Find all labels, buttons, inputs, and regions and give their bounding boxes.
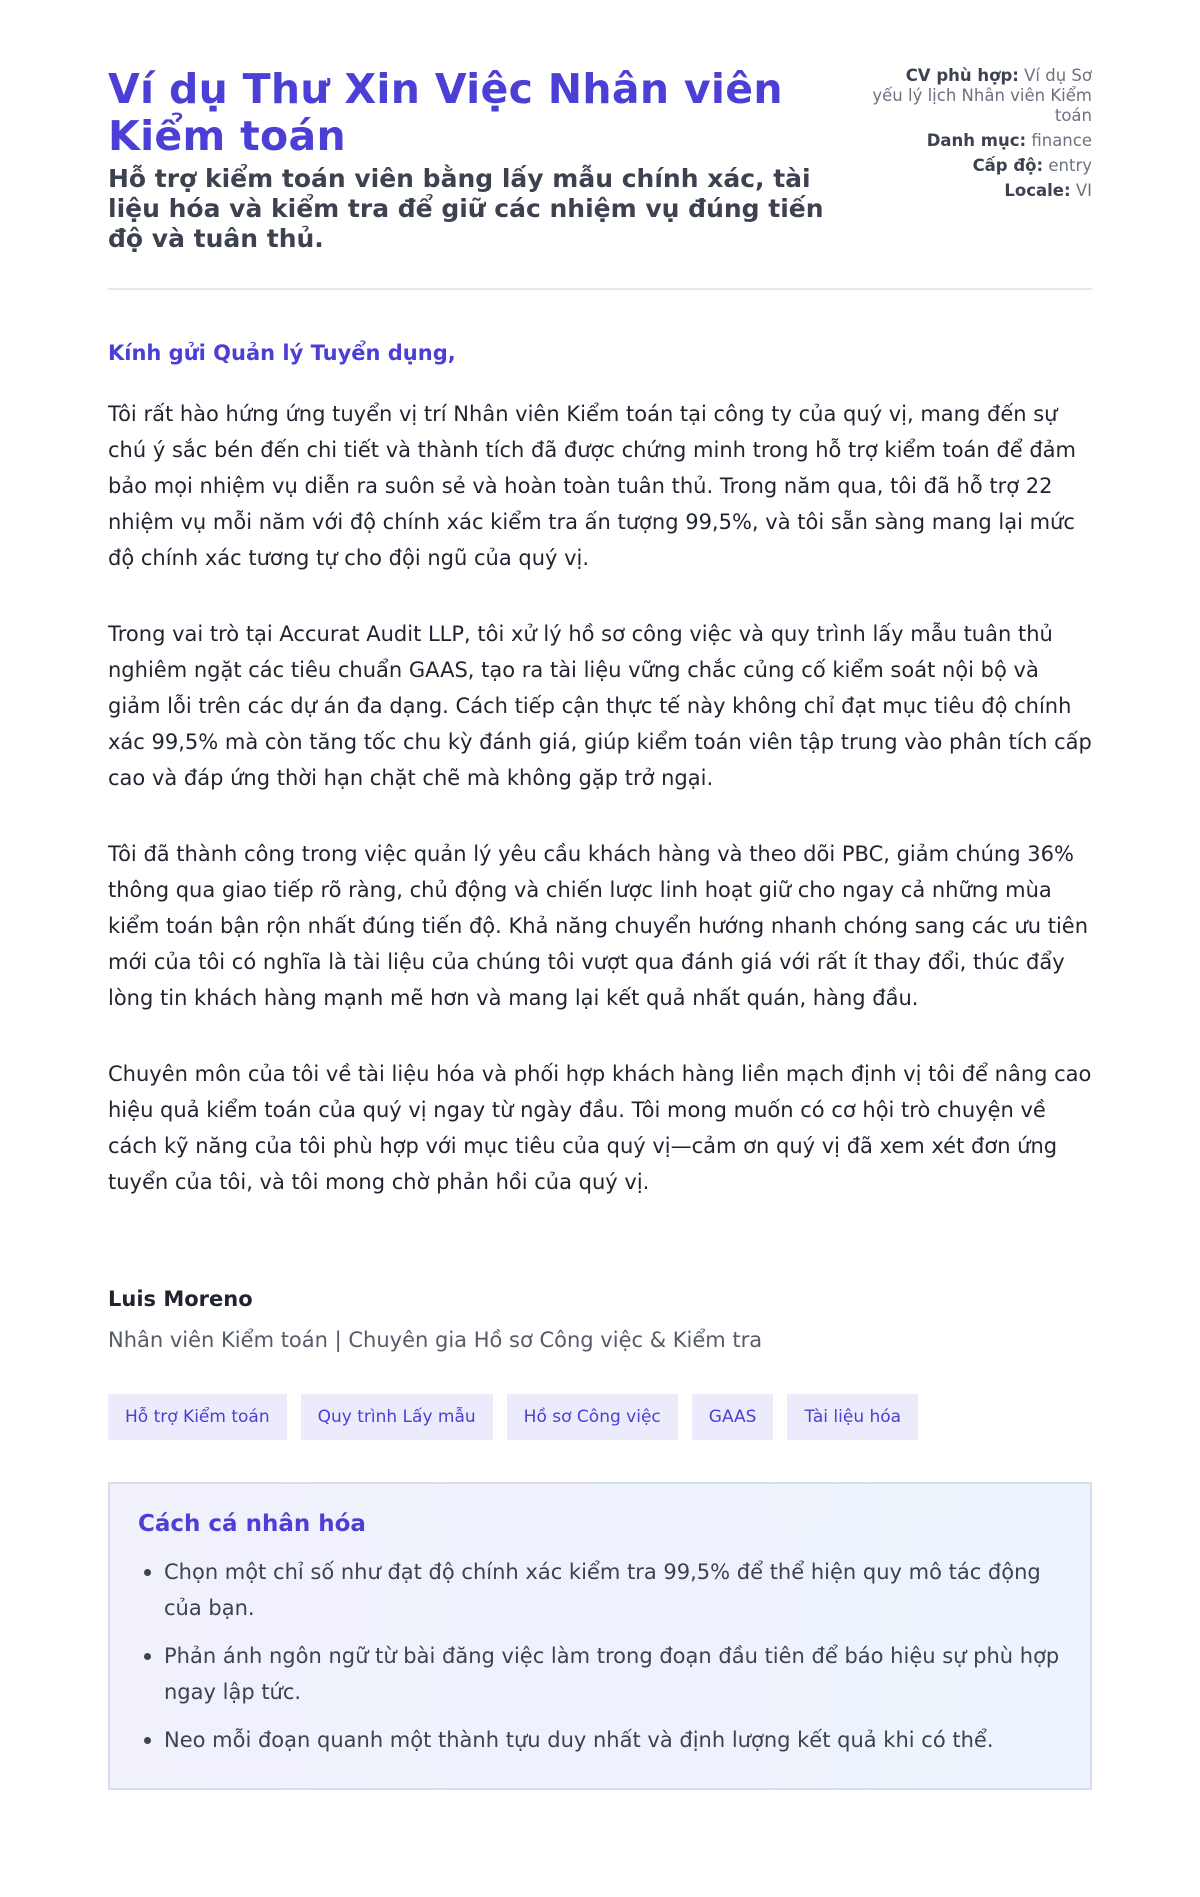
meta-level-label: Cấp độ: xyxy=(972,156,1044,175)
meta-level xyxy=(872,156,1092,176)
meta-locale-value: VI xyxy=(1075,181,1092,200)
header-divider xyxy=(108,288,1092,290)
meta-category-label: Danh mục: xyxy=(926,131,1027,150)
letter-paragraph-1: Tôi rất hào hứng ứng tuyển vị trí Nhân viên Kiểm toán tại công ty của quý vị, mang đến sự chú ý sắc bén đến chi tiết và thành tích đã được chứng minh trong hỗ trợ kiểm toán để đảm bảo mọi nhiệm vụ diễn ra suôn sẻ và hoàn toàn tuân thủ. Trong năm qua, tôi đã hỗ trợ 22 nhiệm vụ mỗi năm với độ chính xác kiểm tra ấn tượng 99,5%, và tôi sẵn sàng mang lại mức độ chính xác tương tự cho đội ngũ của quý vị. xyxy=(108,402,1076,570)
page-subtitle: Hỗ trợ kiểm toán viên bằng lấy mẫu chính xác, tài liệu hóa và kiểm tra để giữ các nhiệm vụ đúng tiến độ và tuân thủ. xyxy=(108,164,824,253)
personalization-tips-box xyxy=(108,1482,1092,1790)
meta-cv-value[interactable]: Ví dụ Sơ yếu lý lịch Nhân viên Kiểm toán xyxy=(872,66,1092,125)
tips-list-item: Neo mỗi đoạn quanh một thành tựu duy nhất và định lượng kết quả khi có thể. xyxy=(138,1722,1062,1758)
skill-tag[interactable]: GAAS xyxy=(692,1394,774,1440)
page-header xyxy=(108,66,1092,254)
tips-title: Cách cá nhân hóa xyxy=(138,1511,366,1537)
page-title: Ví dụ Thư Xin Việc Nhân viên Kiểm toán xyxy=(108,65,783,160)
letter-paragraph-4: Chuyên môn của tôi về tài liệu hóa và phối hợp khách hàng liền mạch định vị tôi để nâng cao hiệu quả kiểm toán của quý vị ngay từ ngày đầu. Tôi mong muốn có cơ hội trò chuyện về cách kỹ năng của tôi phù hợp với mục tiêu của quý vị—cảm ơn quý vị đã xem xét đơn ứng tuyển của tôi, và tôi mong chờ phản hồi của quý vị. xyxy=(108,1062,1092,1194)
signature-role: Nhân viên Kiểm toán | Chuyên gia Hồ sơ Công việc & Kiểm tra xyxy=(108,1328,763,1352)
skill-tag[interactable]: Hồ sơ Công việc xyxy=(507,1394,678,1440)
meta-category-value: finance xyxy=(1031,131,1092,150)
tips-list-item: Chọn một chỉ số như đạt độ chính xác kiểm tra 99,5% để thể hiện quy mô tác động của bạn. xyxy=(138,1554,1062,1626)
tips-list-item: Phản ánh ngôn ngữ từ bài đăng việc làm trong đoạn đầu tiên để báo hiệu sự phù hợp ngay lập tức. xyxy=(138,1638,1062,1710)
skill-tag[interactable]: Tài liệu hóa xyxy=(787,1394,918,1440)
meta-category xyxy=(872,131,1092,151)
meta-level-value: entry xyxy=(1048,156,1092,175)
letter-paragraph-2: Trong vai trò tại Accurat Audit LLP, tôi xử lý hồ sơ công việc và quy trình lấy mẫu tuân thủ nghiêm ngặt các tiêu chuẩn GAAS, tạo ra tài liệu vững chắc củng cố kiểm soát nội bộ và giảm lỗi trên các dự án đa dạng. Cách tiếp cận thực tế này không chỉ đạt mục tiêu độ chính xác 99,5% mà còn tăng tốc chu kỳ đánh giá, giúp kiểm toán viên tập trung vào phân tích cấp cao và đáp ứng thời hạn chặt chẽ mà không gặp trở ngại. xyxy=(108,622,1092,790)
meta-panel xyxy=(872,66,1092,206)
skill-tag[interactable]: Hỗ trợ Kiểm toán xyxy=(108,1394,287,1440)
meta-cv-label: CV phù hợp: xyxy=(905,66,1019,85)
meta-locale-label: Locale: xyxy=(1004,181,1071,200)
meta-locale xyxy=(872,181,1092,201)
signature-name: Luis Moreno xyxy=(108,1287,253,1311)
letter-greeting: Kính gửi Quản lý Tuyển dụng, xyxy=(108,341,456,365)
header-title-block xyxy=(108,66,848,254)
skill-tags xyxy=(108,1394,1092,1440)
tips-list xyxy=(138,1554,1062,1758)
letter-paragraph-3: Tôi đã thành công trong việc quản lý yêu cầu khách hàng và theo dõi PBC, giảm chúng 36% thông qua giao tiếp rõ ràng, chủ động và chiến lược linh hoạt giữ cho ngay cả những mùa kiểm toán bận rộn nhất đúng tiến độ. Khả năng chuyển hướng nhanh chóng sang các ưu tiên mới của tôi có nghĩa là tài liệu của chúng tôi vượt qua đánh giá với rất ít thay đổi, thúc đẩy lòng tin khách hàng mạnh mẽ hơn và mang lại kết quả nhất quán, hàng đầu. xyxy=(108,842,1089,1010)
meta-cv xyxy=(872,66,1092,126)
skill-tag[interactable]: Quy trình Lấy mẫu xyxy=(301,1394,493,1440)
